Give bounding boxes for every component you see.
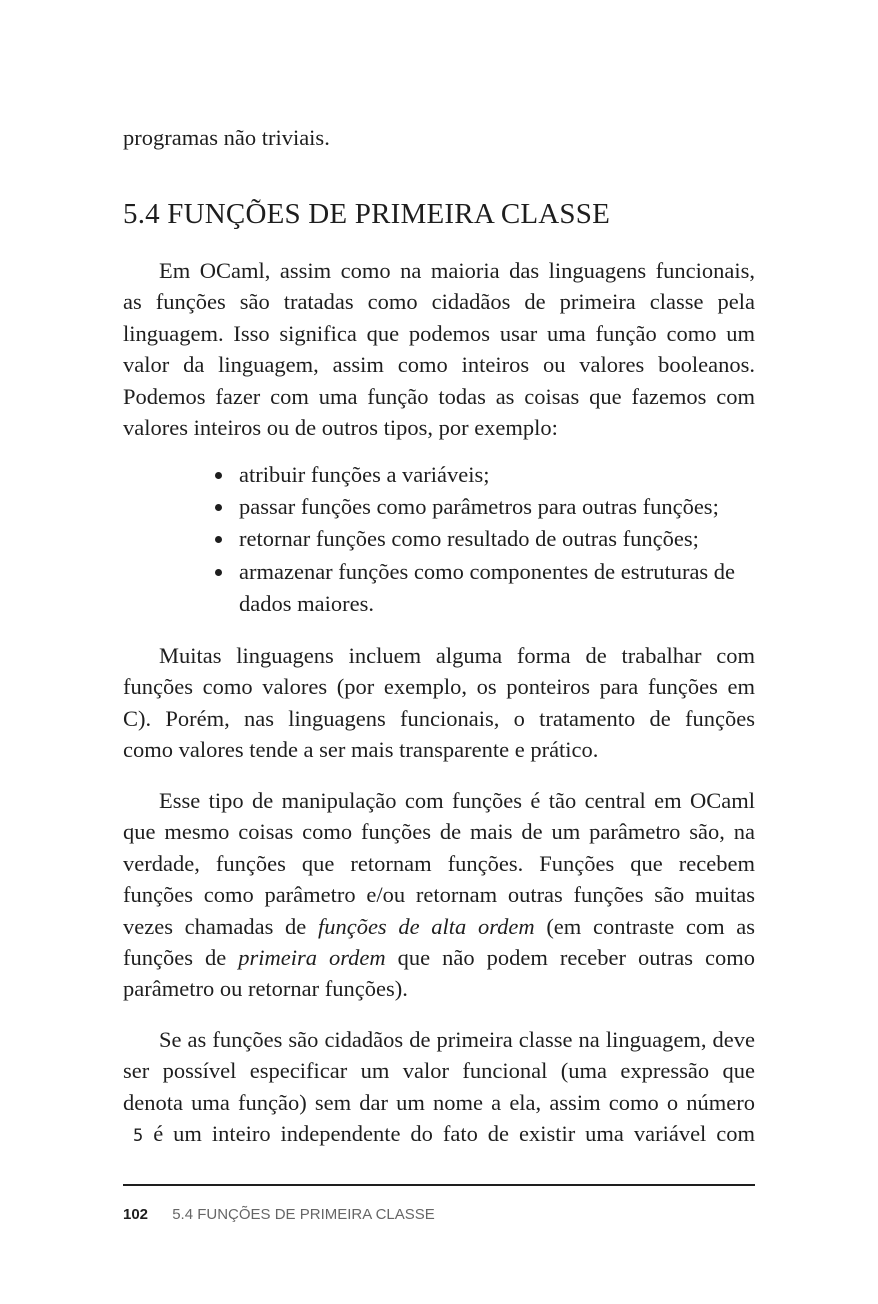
page-footer (123, 1206, 435, 1223)
paragraph-line: Em OCaml, assim como na maioria das linguagens funcionais, (159, 258, 755, 283)
paragraph-line: Muitas linguagens incluem alguma forma de trabalhar com (159, 643, 755, 668)
paragraph-line: denota uma função) sem dar um nome a ela, assim como o número (123, 1089, 755, 1115)
running-head: 5.4 FUNÇÕES DE PRIMEIRA CLASSE (172, 1206, 435, 1223)
emphasis-term: funções de alta ordem (317, 913, 535, 939)
text-run: é um inteiro independente do fato de existir uma variável com (153, 1121, 755, 1147)
paragraph-line: funções como parâmetro e/ou retornam outras funções são muitas (123, 882, 755, 908)
list-item: passar funções como parâmetros para outras funções; (215, 491, 755, 523)
paragraph-line: linguagem. Isso significa que podemos usar uma função como um (123, 320, 755, 346)
list-item: armazenar funções como componentes de estruturas de dados maiores. (215, 556, 755, 620)
paragraph-line (123, 1118, 755, 1152)
text-run: (em contraste com as (546, 913, 756, 939)
paragraph-intro (123, 255, 755, 443)
paragraph-line: funções como valores (por exemplo, os ponteiros para funções em (123, 674, 755, 700)
paragraph-line: que mesmo coisas como funções de mais de um parâmetro são, na (123, 819, 755, 845)
paragraph-function-values (123, 640, 755, 766)
paragraph-line: ser possível especificar um valor funcional (uma expressão que (123, 1058, 755, 1084)
paragraph-line: valor da linguagem, assim como inteiros ou valores booleanos. (123, 352, 755, 378)
paragraph-line: as funções são tratadas como cidadãos de primeira classe pela (123, 289, 755, 315)
page-number: 102 (123, 1206, 149, 1223)
paragraph-line: valores inteiros ou de outros tipos, por exemplo: (123, 415, 558, 441)
footer-rule (123, 1184, 755, 1186)
section-heading: 5.4 FUNÇÕES DE PRIMEIRA CLASSE (123, 198, 610, 230)
paragraph-line: Podemos fazer com uma função todas as coisas que fazemos com (123, 383, 755, 409)
paragraph-line: verdade, funções que retornam funções. Funções que recebem (123, 850, 755, 876)
inline-code: 5 (133, 1126, 144, 1147)
paragraph-line (123, 942, 755, 973)
carryover-text: programas não triviais. (123, 125, 330, 150)
text-run: vezes chamadas de (123, 913, 307, 939)
paragraph-high-order (123, 785, 755, 1005)
paragraph-line: C). Porém, nas linguagens funcionais, o tratamento de funções (123, 705, 755, 731)
paragraph-line (123, 911, 755, 942)
paragraph-line: Se as funções são cidadãos de primeira classe na linguagem, deve (159, 1027, 755, 1052)
paragraph-anonymous (123, 1024, 755, 1153)
bullet-list (215, 459, 755, 620)
list-item: retornar funções como resultado de outras funções; (215, 523, 755, 555)
list-item: atribuir funções a variáveis; (215, 459, 755, 491)
text-run: que não podem receber outras como (397, 945, 755, 971)
text-run: funções de (123, 945, 227, 971)
emphasis-term: primeira ordem (238, 945, 386, 971)
paragraph-line: parâmetro ou retornar funções). (123, 976, 408, 1002)
paragraph-line: Esse tipo de manipulação com funções é tão central em OCaml (159, 788, 755, 813)
paragraph-line: como valores tende a ser mais transparente e prático. (123, 737, 599, 763)
